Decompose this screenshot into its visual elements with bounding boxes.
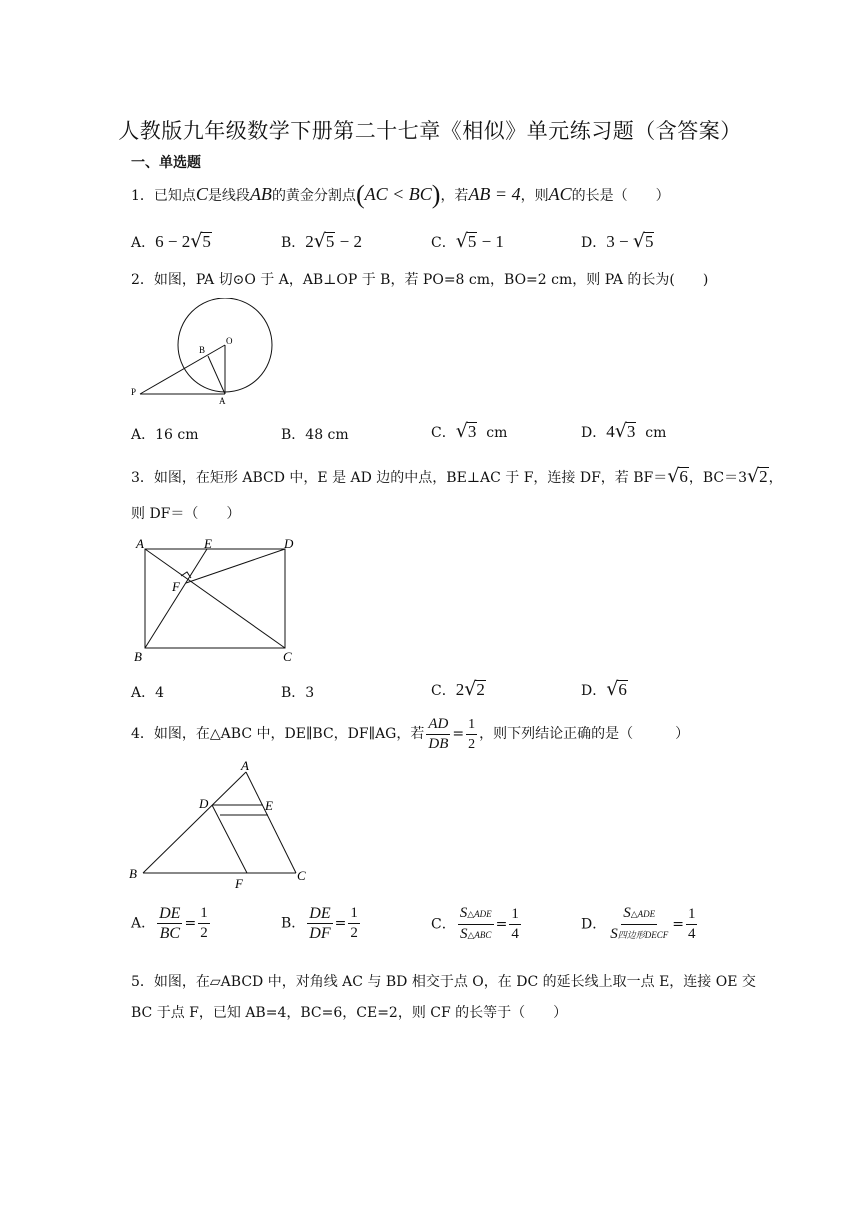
question-3 bbox=[131, 466, 783, 488]
option-value: − 2 bbox=[335, 232, 362, 251]
q4-figure bbox=[125, 760, 315, 890]
fraction-denominator: 4 bbox=[687, 926, 696, 942]
sqrt-sign: √ bbox=[455, 420, 468, 442]
q1-point-c: C bbox=[195, 184, 208, 204]
q1-option-c[interactable] bbox=[431, 230, 504, 252]
q2-option-d[interactable] bbox=[581, 420, 666, 442]
sqrt-sign: √ bbox=[464, 678, 477, 700]
radicand: 5 bbox=[325, 232, 335, 251]
radicand: 5 bbox=[467, 232, 477, 251]
fraction-denominator: DB bbox=[428, 735, 449, 752]
option-label: C． bbox=[431, 683, 456, 699]
fraction-denominator: 2 bbox=[200, 925, 208, 941]
fraction-numerator: AD bbox=[426, 715, 450, 735]
label-f: F bbox=[235, 876, 243, 890]
option-value: 2 bbox=[455, 680, 465, 699]
q4-option-d[interactable] bbox=[581, 904, 699, 945]
option-unit: cm bbox=[636, 425, 667, 441]
area-symbol: S bbox=[459, 905, 468, 921]
fraction-denominator: 4 bbox=[511, 926, 519, 942]
q3-option-a[interactable] bbox=[131, 682, 164, 702]
q3-figure bbox=[128, 533, 308, 668]
area-subscript: △ADE bbox=[630, 909, 656, 919]
fraction-numerator: 1 bbox=[686, 905, 698, 925]
option-value: 4 bbox=[606, 422, 615, 441]
option-label: A． bbox=[131, 685, 156, 701]
q1-num: 1． bbox=[131, 188, 154, 204]
label-c: C bbox=[297, 868, 306, 883]
fraction-numerator: 1 bbox=[198, 904, 210, 924]
option-label: B． bbox=[281, 915, 306, 932]
option-label: B． bbox=[281, 235, 306, 251]
option-label: D． bbox=[581, 235, 607, 251]
segment-ab bbox=[208, 356, 225, 394]
q2-option-c[interactable] bbox=[431, 420, 507, 442]
segment-ab bbox=[143, 772, 246, 873]
radicand: 2 bbox=[476, 680, 485, 699]
option-value: 4 bbox=[155, 685, 165, 701]
label-p: P bbox=[131, 387, 137, 397]
option-unit: cm bbox=[477, 425, 508, 441]
fraction-numerator: DE bbox=[309, 905, 331, 922]
sqrt-sign: √ bbox=[614, 420, 627, 442]
equals-sign: = bbox=[184, 915, 197, 932]
label-b: B bbox=[199, 345, 206, 355]
q1-option-b[interactable] bbox=[281, 230, 362, 252]
option-label: B． bbox=[281, 427, 306, 443]
area-symbol: S bbox=[459, 926, 468, 942]
value-fraction bbox=[686, 905, 698, 944]
option-label: C． bbox=[431, 235, 456, 251]
area-symbol: S bbox=[623, 905, 631, 921]
sqrt-sign: √ bbox=[455, 230, 468, 252]
question-3-line-2: 则 DF＝（ ） bbox=[131, 506, 241, 522]
sqrt-sign: √ bbox=[667, 465, 680, 487]
fraction-denominator: 2 bbox=[468, 736, 476, 752]
radicand: 6 bbox=[618, 680, 627, 699]
segment-be bbox=[145, 549, 207, 648]
value-fraction bbox=[198, 904, 210, 943]
label-o: O bbox=[226, 336, 233, 346]
option-value: 48 cm bbox=[305, 427, 349, 443]
option-label: D． bbox=[581, 683, 607, 699]
label-a: A bbox=[219, 396, 226, 406]
sqrt-sign: √ bbox=[632, 230, 645, 252]
q3-text: ，BC＝3 bbox=[688, 470, 748, 486]
sqrt-sign: √ bbox=[606, 678, 619, 700]
fraction-numerator: 1 bbox=[466, 715, 477, 735]
segment-df bbox=[186, 549, 285, 583]
q1-option-d[interactable] bbox=[581, 230, 654, 252]
fraction-denominator: 2 bbox=[350, 925, 358, 941]
q4-ratio-fraction bbox=[426, 715, 450, 754]
q4-value-fraction bbox=[466, 715, 477, 754]
label-c: C bbox=[283, 649, 292, 664]
q1-segment-ab: AB bbox=[249, 184, 272, 204]
q1-text: 的黄金分割点 bbox=[271, 188, 356, 204]
page-title: 人教版九年级数学下册第二十七章《相似》单元练习题（含答案） bbox=[118, 119, 742, 143]
q3-option-d[interactable] bbox=[581, 678, 628, 700]
q1-text: ，则 bbox=[520, 188, 549, 204]
q1-condition: AC < BC bbox=[364, 184, 432, 204]
q4-option-b[interactable] bbox=[281, 904, 362, 943]
option-fraction bbox=[608, 904, 670, 945]
equals-sign: = bbox=[452, 726, 465, 742]
option-fraction bbox=[458, 904, 494, 945]
section-heading: 一、单选题 bbox=[131, 155, 201, 171]
q1-option-a[interactable] bbox=[131, 230, 212, 252]
diagonal-ac bbox=[145, 549, 285, 648]
value-fraction bbox=[509, 905, 521, 944]
q2-figure bbox=[128, 298, 278, 408]
option-value: 3 − bbox=[606, 232, 633, 251]
option-label: C． bbox=[431, 916, 456, 933]
q3-text: ， bbox=[768, 470, 783, 486]
fraction-numerator: 1 bbox=[509, 905, 521, 925]
option-value: 16 cm bbox=[155, 427, 199, 443]
q4-option-c[interactable] bbox=[431, 904, 523, 945]
q3-text: 3．如图，在矩形 ABCD 中，E 是 AD 边的中点，BE⊥AC 于 F，连接 DF，若 BF＝ bbox=[131, 470, 668, 486]
sqrt-sign: √ bbox=[190, 230, 203, 252]
q4-option-a[interactable] bbox=[131, 904, 212, 943]
fraction-numerator: 1 bbox=[348, 904, 360, 924]
area-subscript: △ABC bbox=[467, 930, 492, 940]
radicand: 3 bbox=[467, 422, 477, 441]
option-label: A． bbox=[131, 915, 156, 932]
label-a: A bbox=[136, 536, 144, 551]
q4-text: ，则下列结论正确的是（ ） bbox=[479, 726, 690, 742]
radicand: 2 bbox=[759, 467, 768, 486]
radicand: 6 bbox=[679, 467, 688, 486]
question-4 bbox=[131, 714, 689, 754]
value-fraction bbox=[348, 904, 360, 943]
option-label: A． bbox=[131, 235, 156, 251]
label-d: D bbox=[199, 796, 209, 811]
fraction-denominator: DF bbox=[309, 925, 331, 942]
sqrt-sign: √ bbox=[747, 465, 760, 487]
area-symbol: S bbox=[610, 926, 618, 942]
segment-ac bbox=[246, 772, 296, 873]
option-value: 2 bbox=[305, 232, 314, 251]
question-5: 5．如图，在▱ABCD 中，对角线 AC 与 BD 相交于点 O，在 DC 的延长线上取一点 E，连接 OE 交 bbox=[131, 974, 756, 990]
area-subscript: 四边形DECF bbox=[617, 930, 669, 940]
label-e: E bbox=[265, 798, 273, 813]
q3-option-c[interactable] bbox=[431, 678, 486, 700]
q4-text: 4．如图，在△ABC 中，DE∥BC，DF∥AG，若 bbox=[131, 726, 425, 742]
fraction-numerator: DE bbox=[159, 905, 181, 922]
label-d: D bbox=[284, 536, 294, 551]
option-fraction bbox=[157, 904, 182, 943]
q3-option-b[interactable] bbox=[281, 682, 314, 702]
option-label: D． bbox=[581, 425, 607, 441]
q1-text: 的长是（ ） bbox=[571, 188, 670, 204]
label-a: A bbox=[241, 760, 249, 773]
label-b: B bbox=[129, 866, 137, 881]
radicand: 3 bbox=[626, 422, 636, 441]
q1-paren-left: ( bbox=[355, 180, 365, 209]
label-b: B bbox=[134, 649, 142, 664]
option-value: 6 − 2 bbox=[155, 232, 191, 251]
option-label: D． bbox=[581, 916, 607, 933]
question-1 bbox=[131, 180, 670, 209]
option-value: 3 bbox=[305, 685, 315, 701]
sqrt-sign: √ bbox=[313, 230, 326, 252]
radicand: 5 bbox=[644, 232, 654, 251]
q2-option-b[interactable] bbox=[281, 424, 349, 444]
q1-given: AB = 4 bbox=[468, 184, 521, 204]
q1-text: ，若 bbox=[440, 188, 469, 204]
equals-sign: = bbox=[495, 916, 508, 933]
option-value: − 1 bbox=[477, 232, 504, 251]
radicand: 5 bbox=[202, 232, 211, 251]
q1-text: 是线段 bbox=[207, 188, 250, 204]
area-subscript: △ADE bbox=[467, 909, 492, 919]
option-fraction bbox=[307, 904, 332, 943]
option-label: A． bbox=[131, 427, 156, 443]
fraction-denominator: BC bbox=[159, 925, 181, 942]
option-label: C． bbox=[431, 425, 456, 441]
option-label: B． bbox=[281, 685, 306, 701]
equals-sign: = bbox=[672, 916, 684, 933]
q2-option-a[interactable] bbox=[131, 424, 199, 444]
q1-text: 已知点 bbox=[153, 188, 196, 204]
question-5-line-2: BC 于点 F，已知 AB=4，BC=6，CE=2，则 CF 的长等于（ ） bbox=[131, 1005, 568, 1021]
label-f: F bbox=[172, 579, 180, 594]
q1-segment-ac: AC bbox=[548, 184, 572, 204]
q1-paren-right: ) bbox=[431, 180, 441, 209]
equals-sign: = bbox=[334, 915, 347, 932]
label-e: E bbox=[204, 536, 212, 551]
segment-po bbox=[140, 345, 225, 394]
question-2: 2．如图，PA 切⊙O 于 A，AB⊥OP 于 B，若 PO=8 cm，BO=2 cm，则 PA 的长为( ) bbox=[131, 272, 709, 288]
